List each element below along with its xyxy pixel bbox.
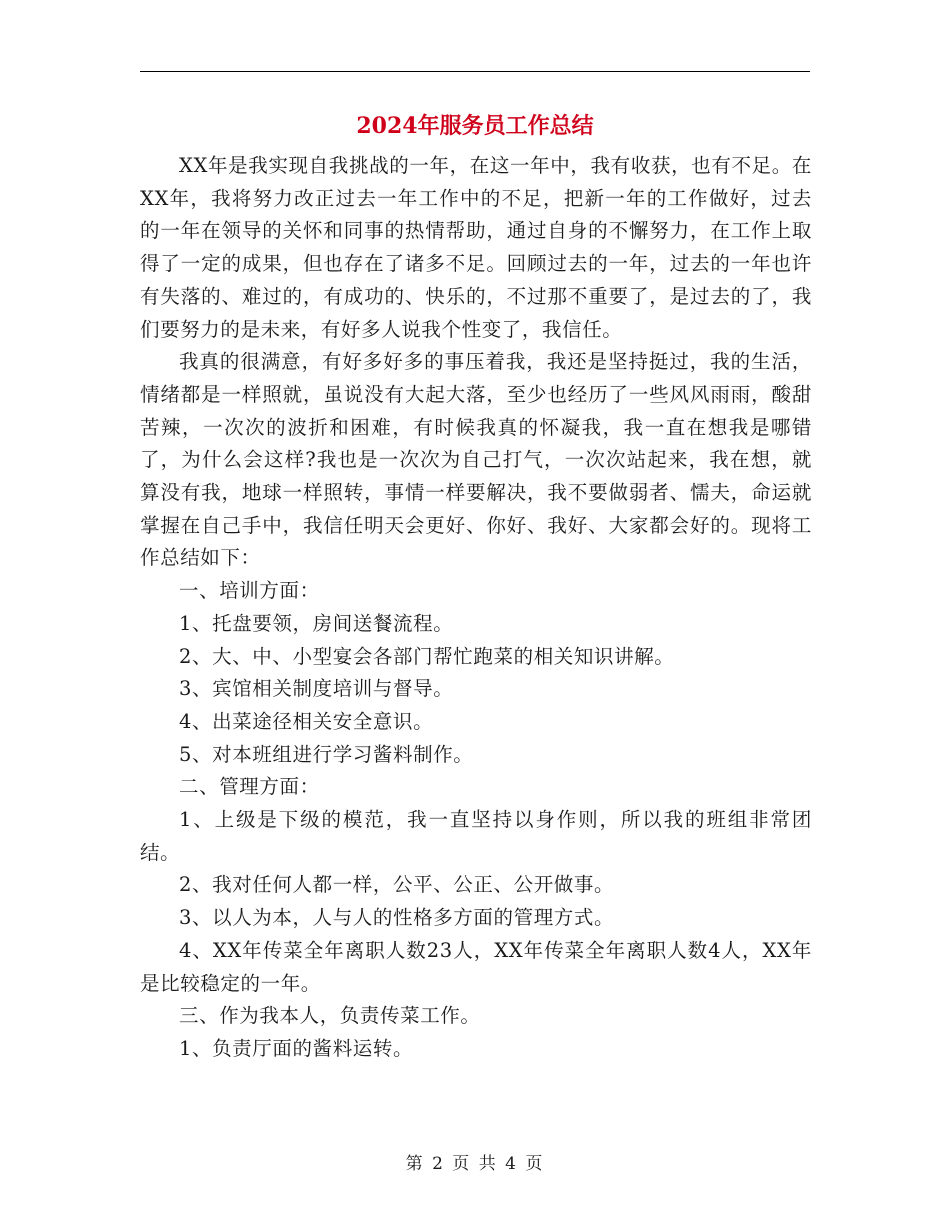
paragraph-reflection: 我真的很满意，有好多好多的事压着我，我还是坚持挺过，我的生活，情绪都是一样照就，虽说没有大起大落，至少也经历了一些风风雨雨，酸甜苦辣，一次次的波折和困难，有时候我真的怀凝我，我一直在想我是哪错了，为什么会这样?我也是一次次为自己打气，一次次站起来，我在想，就算没有我，地球一样照转，事情一样要解决，我不要做弱者、懦夫，命运就掌握在自己手中，我信任明天会更好、你好、我好、大家都会好的。现将工作总结如下： xyxy=(140,350,812,570)
list-item: 3、宾馆相关制度培训与督导。 xyxy=(179,677,454,701)
document-body xyxy=(140,150,812,1066)
section-heading-management: 二、管理方面： xyxy=(179,775,320,799)
list-item: 4、出菜途径相关安全意识。 xyxy=(179,709,434,733)
list-item: 1、负责厅面的酱料运转。 xyxy=(179,1036,414,1060)
list-item: 4、XX年传菜全年离职人数23人，XX年传菜全年离职人数4人，XX年是比较稳定的一年。 xyxy=(140,938,812,995)
list-item: 2、大、中、小型宴会各部门帮忙跑菜的相关知识讲解。 xyxy=(179,644,675,668)
document-title: 2024年服务员工作总结 xyxy=(356,113,594,139)
page-number-footer: 第 2 页 共 4 页 xyxy=(405,1154,545,1174)
list-item: 3、以人为本，人与人的性格多方面的管理方式。 xyxy=(179,906,615,930)
list-item: 1、上级是下级的模范，我一直坚持以身作则，所以我的班组非常团结。 xyxy=(140,808,812,864)
header-rule xyxy=(140,71,810,72)
list-item: 2、我对任何人都一样，公平、公正、公开做事。 xyxy=(179,873,615,897)
paragraph-intro: XX年是我实现自我挑战的一年，在这一年中，我有收获，也有不足。在XX年，我将努力改正过去一年工作中的不足，把新一年的工作做好，过去的一年在领导的关怀和同事的热情帮助，通过自身的不懈努力，在工作上取得了一定的成果，但也存在了诸多不足。回顾过去的一年，过去的一年也许有失落的、难过的，有成功的、快乐的，不过那不重要了，是过去的了，我们要努力的是未来，有好多人说我个性变了，我信任。 xyxy=(140,154,812,341)
list-item: 5、对本班组进行学习酱料制作。 xyxy=(179,742,474,766)
list-item: 1、托盘要领，房间送餐流程。 xyxy=(179,611,454,635)
section-heading-training: 一、培训方面： xyxy=(179,579,320,603)
section-heading-personal: 三、作为我本人，负责传菜工作。 xyxy=(179,1004,481,1028)
